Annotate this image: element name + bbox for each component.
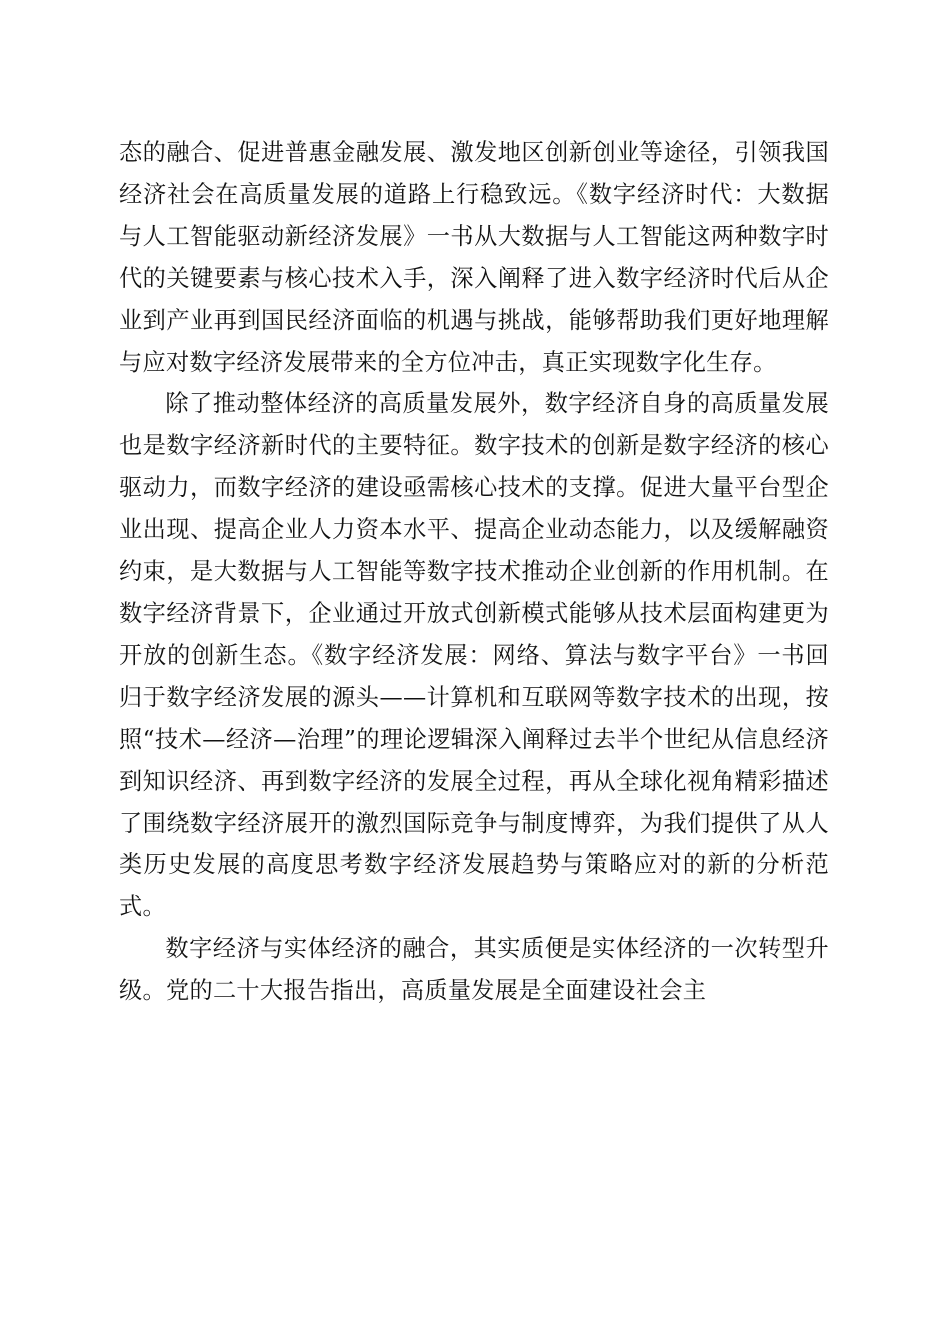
body-text	[119, 132, 829, 1012]
paragraph-1: 态的融合、促进普惠金融发展、激发地区创新创业等途径，引领我国经济社会在高质量发展的道路上行稳致远。《数字经济时代：大数据与人工智能驱动新经济发展》一书从大数据与人工智能这两种数字时代的关键要素与核心技术入手，深入阐释了进入数字经济时代后从企业到产业再到国民经济面临的机遇与挑战，能够帮助我们更好地理解与应对数字经济发展带来的全方位冲击，真正实现数字化生存。	[119, 139, 829, 376]
paragraph-3: 数字经济与实体经济的融合，其实质便是实体经济的一次转型升级。党的二十大报告指出，高质量发展是全面建设社会主	[119, 935, 829, 1005]
paragraph-2: 除了推动整体经济的高质量发展外，数字经济自身的高质量发展也是数字经济新时代的主要特征。数字技术的创新是数字经济的核心驱动力，而数字经济的建设亟需核心技术的支撑。促进大量平台型企业出现、提高企业人力资本水平、提高企业动态能力，以及缓解融资约束，是大数据与人工智能等数字技术推动企业创新的作用机制。在数字经济背景下，企业通过开放式创新模式能够从技术层面构建更为开放的创新生态。《数字经济发展：网络、算法与数字平台》一书回归于数字经济发展的源头——计算机和互联网等数字技术的出现，按照“技术—经济—治理”的理论逻辑深入阐释过去半个世纪从信息经济到知识经济、再到数字经济的发展全过程，再从全球化视角精彩描述了围绕数字经济展开的激烈国际竞争与制度博弈，为我们提供了从人类历史发展的高度思考数字经济发展趋势与策略应对的新的分析范式。	[119, 390, 829, 921]
